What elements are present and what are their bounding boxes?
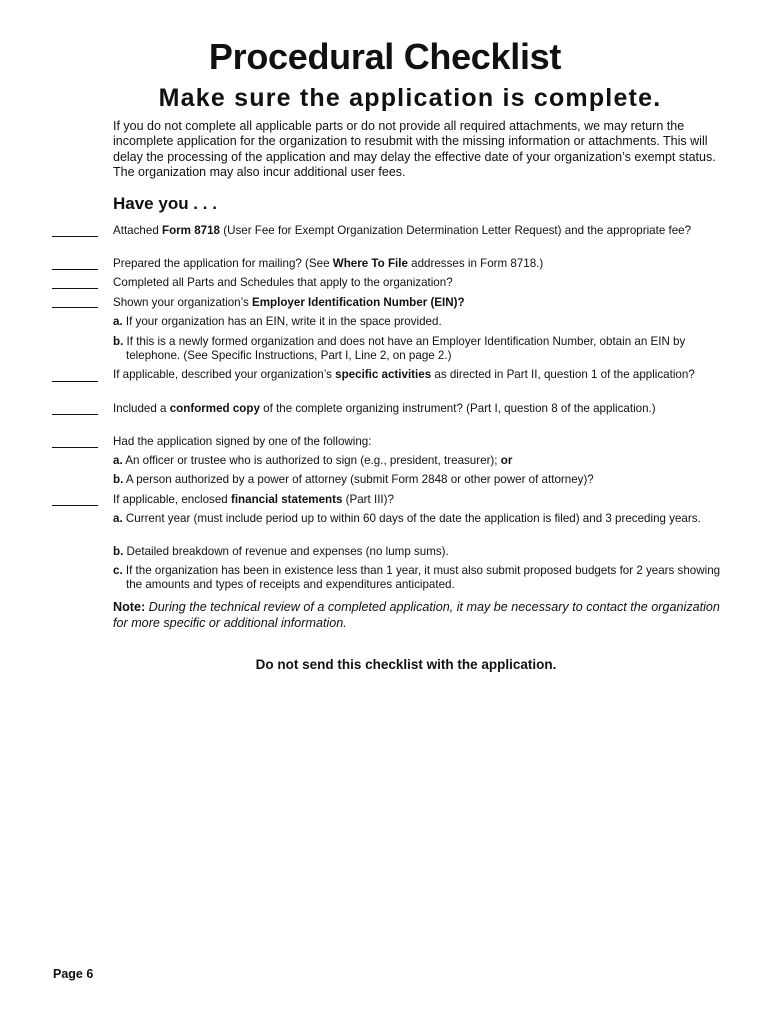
checklist-subitem-financial-c: c. If the organization has been in existence less than 1 year, it must also submit proposed budgets for 2 years showing the amounts and types of receipts and expenditures anticipated. (113, 564, 721, 591)
checklist-item-signed: Had the application signed by one of the following: (113, 435, 372, 448)
checklist-blank-5 (52, 381, 98, 382)
checklist-blank-6 (52, 414, 98, 415)
page-title: Procedural Checklist (208, 36, 562, 77)
checklist-blank-1 (52, 236, 98, 237)
checklist-item-ein: Shown your organization’s Employer Identification Number (EIN)? (113, 296, 465, 309)
checklist-subitem-ein-b: b. If this is a newly formed organization and does not have an Employer Identification Number, obtain an EIN by telephone. (See Specific Instructions, Part I, Line 2, on page 2.) (113, 335, 686, 362)
checklist-subitem-financial-a: a. Current year (must include period up to within 60 days of the date the application is filed) and 3 preceding years. (113, 512, 701, 525)
checklist-blank-2 (52, 269, 98, 270)
checklist-blank-4 (52, 307, 98, 308)
checklist-subitem-signed-a: a. An officer or trustee who is authorized to sign (e.g., president, treasurer); or (113, 454, 513, 467)
note-paragraph: Note: During the technical review of a completed application, it may be necessary to contact the organization for more specific or additional information. (113, 600, 720, 630)
checklist-item-mailing: Prepared the application for mailing? (See Where To File addresses in Form 8718.) (113, 257, 544, 270)
have-you-heading: Have you . . . (113, 194, 217, 213)
checklist-subitem-financial-b: b. Detailed breakdown of revenue and expenses (no lump sums). (113, 545, 449, 558)
checklist-item-form-8718: Attached Form 8718 (User Fee for Exempt Organization Determination Letter Request) and the appropriate fee? (113, 224, 692, 237)
note-label: Note: (113, 600, 146, 614)
checklist-item-financial-statements: If applicable, enclosed financial statements (Part III)? (113, 493, 394, 506)
page-subtitle: Make sure the application is complete. (158, 84, 662, 112)
checklist-subitem-ein-a: a. If your organization has an EIN, write it in the space provided. (113, 315, 442, 328)
intro-paragraph: If you do not complete all applicable parts or do not provide all required attachments, we may return the incomplete application for the organization to resubmit with the missing information or attachments. This will delay the processing of the application and may delay the effective date of your organization’s exempt status. The organization may also incur additional user fees. (113, 119, 716, 180)
checklist-blank-8 (52, 505, 98, 506)
checklist-item-parts-schedules: Completed all Parts and Schedules that apply to the organization? (113, 276, 453, 289)
checklist-item-conformed-copy: Included a conformed copy of the complete organizing instrument? (Part I, question 8 of the application.) (113, 402, 656, 415)
checklist-item-specific-activities: If applicable, described your organization’s specific activities as directed in Part II, question 1 of the application? (113, 368, 695, 381)
do-not-send-notice: Do not send this checklist with the application. (255, 657, 557, 672)
checklist-subitem-signed-b: b. A person authorized by a power of attorney (submit Form 2848 or other power of attorney)? (113, 473, 594, 486)
checklist-blank-7 (52, 447, 98, 448)
page-number: Page 6 (53, 967, 94, 981)
checklist-blank-3 (52, 288, 98, 289)
